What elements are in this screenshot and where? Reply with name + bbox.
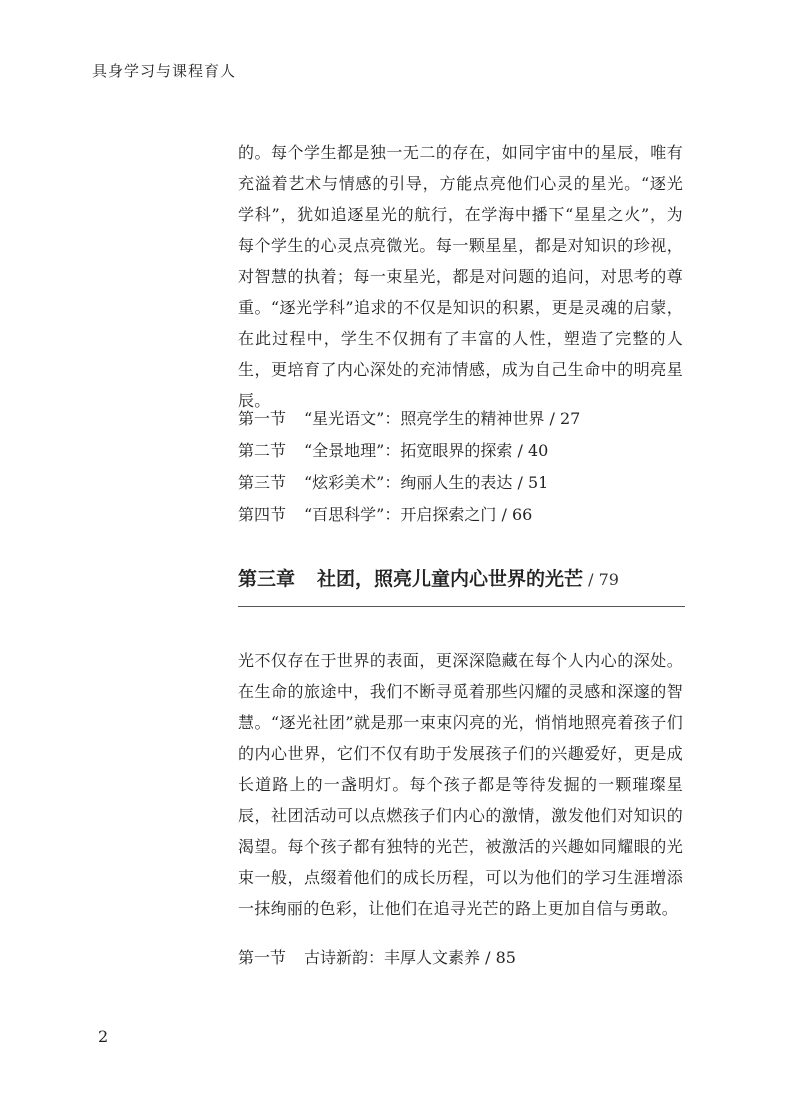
toc-section-label: 第三节 (238, 473, 287, 492)
chapter-label: 第三章 (238, 568, 296, 590)
toc-section-label: 第一节 (238, 409, 287, 428)
toc-page-ref: / 40 (517, 441, 549, 460)
toc-section-label: 第四节 (238, 505, 287, 524)
toc-page-ref: / 51 (517, 473, 549, 492)
toc-page-ref: / 66 (501, 505, 533, 524)
chapter-intro-paragraph: 光不仅存在于世界的表面，更深深隐藏在每个人内心的深处。在生命的旅途中，我们不断寻觅着那些闪耀的灵感和深邃的智慧。“逐光社团”就是那一束束闪亮的光，悄悄地照亮着孩子们的内心世界，它们不仅有助于发展孩子们的兴趣爱好，更是成长道路上的一盏明灯。每个孩子都是等待发掘的一颗璀璨星辰，社团活动可以点燃孩子们内心的激情，激发他们对知识的渴望。每个孩子都有独特的光芒，被激活的兴趣如同耀眼的光束一般，点缀着他们的成长历程，可以为他们的学习生涯增添一抹绚丽的色彩，让他们在追寻光芒的路上更加自信与勇敢。 (238, 651, 683, 918)
toc-section-label: 第一节 (238, 948, 287, 967)
toc-entry[interactable] (238, 942, 516, 974)
toc-section-title: “星光语文”：照亮学生的精神世界 (304, 409, 545, 428)
toc-section-title: 古诗新韵：丰厚人文素养 (304, 948, 481, 967)
toc-entry[interactable] (238, 403, 580, 435)
toc-entry[interactable] (238, 467, 580, 499)
toc-page-ref: / 85 (485, 948, 516, 967)
chapter-page-ref: / 79 (588, 570, 619, 589)
toc-entry[interactable] (238, 435, 580, 467)
toc-section-list (238, 942, 516, 974)
chapter-title: 社团，照亮儿童内心世界的光芒 (317, 568, 584, 590)
toc-section-title: “百思科学”：开启探索之门 (304, 505, 497, 524)
toc-section-list (238, 403, 580, 531)
toc-page-ref: / 27 (549, 409, 581, 428)
page-number: 2 (98, 1027, 109, 1046)
chapter-heading[interactable] (238, 564, 685, 607)
toc-section-label: 第二节 (238, 441, 287, 460)
toc-section-title: “全景地理”：拓宽眼界的探索 (304, 441, 513, 460)
running-head: 具身学习与课程育人 (92, 62, 237, 80)
body-paragraph: 的。每个学生都是独一无二的存在，如同宇宙中的星辰，唯有充溢着艺术与情感的引导，方能点亮他们心灵的星光。“逐光学科”，犹如追逐星光的航行，在学海中播下“星星之火”，为每个学生的心灵点亮微光。每一颗星星，都是对知识的珍视，对智慧的执着；每一束星光，都是对问题的追问，对思考的尊重。“逐光学科”追求的不仅是知识的积累，更是灵魂的启蒙，在此过程中，学生不仅拥有了丰富的人性，塑造了完整的人生，更培育了内心深处的充沛情感，成为自己生命中的明亮星辰。 (238, 143, 683, 410)
toc-entry[interactable] (238, 499, 580, 531)
toc-section-title: “炫彩美术”：绚丽人生的表达 (304, 473, 513, 492)
